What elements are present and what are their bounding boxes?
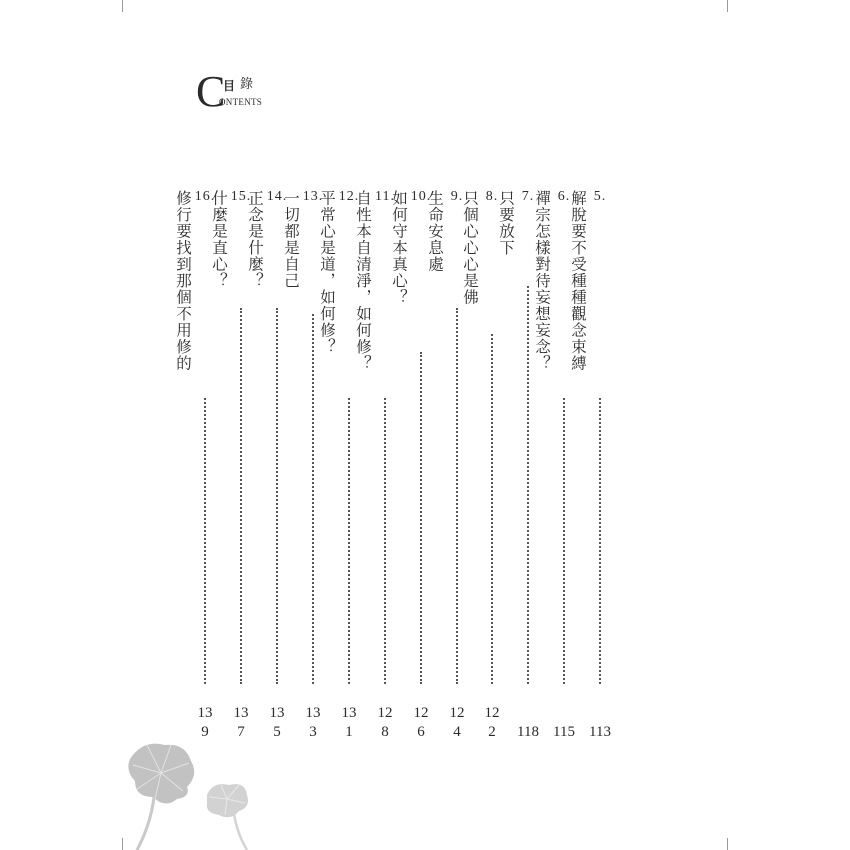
toc-entry-page: 128 xyxy=(377,705,393,740)
toc-entry[interactable] xyxy=(390,189,432,742)
toc-entry-page: 135 xyxy=(269,705,285,740)
toc-entry-page: 124 xyxy=(449,705,465,740)
toc-entry-title: 只個心心心是佛 xyxy=(461,190,479,306)
toc-entry-page: 118 xyxy=(517,724,539,740)
toc-entry[interactable] xyxy=(318,189,360,742)
toc-entry-page: 131 xyxy=(341,705,357,740)
contents-header xyxy=(196,67,286,116)
leader-dots xyxy=(456,308,458,684)
toc-entry[interactable] xyxy=(426,189,468,742)
toc-entry-number: 16. xyxy=(194,189,216,204)
toc-entry-number: 13. xyxy=(302,189,324,204)
toc-entry[interactable] xyxy=(246,189,288,742)
toc-entry-page: 122 xyxy=(484,705,500,740)
crop-mark-bottom-right-v xyxy=(727,838,728,850)
toc-entry-page: 133 xyxy=(305,705,321,740)
toc-entry-number: 5. xyxy=(593,189,607,204)
leader-dots xyxy=(240,308,242,684)
leader-dots xyxy=(276,308,278,684)
toc-entry-page: 139 xyxy=(197,705,213,740)
leader-dots xyxy=(491,334,493,684)
toc-entry-number: 7. xyxy=(521,189,535,204)
toc-entry-title: 什麼是直心？ xyxy=(210,190,228,289)
toc-entry-number: 15. xyxy=(230,189,252,204)
toc-entry[interactable] xyxy=(497,189,539,742)
toc-entry-title: 生命安息處 xyxy=(426,190,444,273)
lotus-leaf-small xyxy=(207,784,248,817)
toc-entry[interactable] xyxy=(210,189,252,742)
toc-entry-page: 113 xyxy=(589,724,611,740)
leader-dots xyxy=(204,398,206,684)
crop-mark-bottom-left-v xyxy=(122,838,123,850)
toc-entry[interactable] xyxy=(461,189,503,742)
toc-entry-title: 如何守本真心？ xyxy=(390,190,408,306)
leader-dots xyxy=(312,314,314,684)
leader-dots xyxy=(599,398,601,684)
toc-entry-page: 126 xyxy=(413,705,429,740)
toc-entry[interactable] xyxy=(282,189,324,742)
header-initial: C xyxy=(196,67,226,116)
toc-entry-number: 12. xyxy=(338,189,360,204)
toc-entry[interactable] xyxy=(174,189,216,742)
leader-dots xyxy=(527,286,529,684)
toc-entry-number: 11. xyxy=(375,189,395,204)
leader-dots xyxy=(384,398,386,684)
table-of-contents xyxy=(0,190,850,750)
header-mu: 目 xyxy=(223,79,236,93)
leader-dots xyxy=(348,398,350,684)
toc-entry-title: 正念是什麼？ xyxy=(246,190,264,289)
toc-entry-title: 禪宗怎樣對待妄想妄念？ xyxy=(533,190,551,372)
toc-entry-title: 修行要找到那個不用修的 xyxy=(174,190,192,372)
toc-entry-title: 解脫要不受種種觀念束縛 xyxy=(569,190,587,372)
toc-entry-number: 8. xyxy=(485,189,499,204)
crop-mark-top-left-v xyxy=(122,0,123,12)
toc-entry[interactable] xyxy=(354,189,396,742)
toc-entry-page: 115 xyxy=(553,724,575,740)
toc-entry[interactable] xyxy=(533,189,575,742)
toc-entry-number: 10. xyxy=(410,189,432,204)
toc-entry-title: 平常心是道，如何修？ xyxy=(318,190,336,355)
toc-entry-title: 只要放下 xyxy=(497,190,515,256)
header-lu: 錄 xyxy=(240,77,254,92)
toc-entry-title: 自性本自清淨，如何修？ xyxy=(354,190,372,372)
lotus-leaves-illustration xyxy=(125,735,265,850)
toc-entry-title: 一切都是自己 xyxy=(282,190,300,289)
leader-dots xyxy=(563,398,565,684)
toc-entry-number: 6. xyxy=(557,189,571,204)
header-contents-label: ONTENTS xyxy=(219,97,263,107)
toc-entry-page: 137 xyxy=(233,705,249,740)
toc-entry[interactable] xyxy=(569,189,611,742)
toc-entry-number: 9. xyxy=(450,189,464,204)
toc-entry-number: 14. xyxy=(266,189,288,204)
leader-dots xyxy=(420,352,422,684)
crop-mark-top-right-v xyxy=(727,0,728,12)
